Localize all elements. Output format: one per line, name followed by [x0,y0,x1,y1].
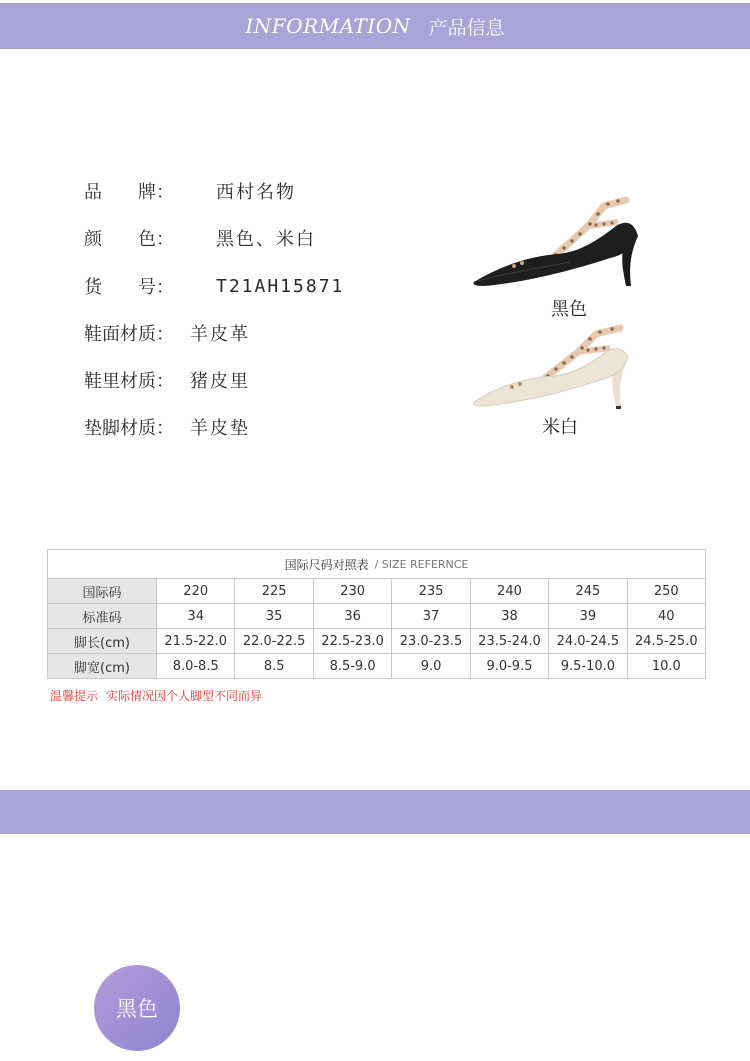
info-value: T21AH15871 [216,275,345,297]
info-label: 货 号： [84,277,174,298]
info-row-lining-material [84,367,250,393]
black-shoe-caption: 黑色 [551,299,587,320]
table-cell: 24.5-25.0 [627,629,705,654]
info-value: 羊皮垫 [190,418,250,439]
header-title-en: INFORMATION [245,14,411,38]
tip-label: 温馨提示 [50,689,99,703]
table-cell: 39 [549,604,627,629]
info-label: 颜 色： [84,229,174,250]
table-cell: 10.0 [627,654,705,679]
table-cell: 9.5-10.0 [549,654,627,679]
size-table-subtitle: / SIZE REFERNCE [374,557,469,571]
info-row-color [84,225,316,251]
table-cell: 245 [549,579,627,604]
info-value: 西村名物 [216,182,296,203]
info-row-item-number [84,273,344,299]
info-label: 鞋里材质： [84,371,174,392]
info-value: 羊皮革 [190,324,250,345]
table-cell: 38 [470,604,548,629]
table-cell: 220 [157,579,235,604]
info-label: 鞋面材质： [84,324,174,345]
white-shoe-caption: 米白 [542,417,578,438]
table-cell: 24.0-24.5 [549,629,627,654]
table-cell: 40 [627,604,705,629]
size-table-title: 国际尺码对照表 [284,557,369,572]
color-badge [94,965,180,1051]
table-row-header: 国际码 [48,579,157,604]
info-row-brand [84,178,296,204]
table-row-header: 脚长(cm) [48,629,157,654]
table-cell: 37 [392,604,470,629]
header-banner [0,3,750,49]
table-cell: 240 [470,579,548,604]
table-cell: 9.0-9.5 [470,654,548,679]
white-shoe-image [470,322,650,412]
table-cell: 9.0 [392,654,470,679]
table-cell: 22.0-22.5 [235,629,313,654]
table-row [48,654,705,679]
table-cell: 230 [313,579,391,604]
table-cell: 34 [157,604,235,629]
info-value: 黑色、米白 [216,229,316,250]
table-cell: 235 [392,579,470,604]
table-row [48,579,705,604]
info-value: 猪皮里 [190,371,250,392]
table-cell: 8.5-9.0 [313,654,391,679]
info-row-insole-material [84,414,250,440]
table-cell: 225 [235,579,313,604]
table-row-header: 标准码 [48,604,157,629]
tip-text: 实际情况因个人脚型不同而异 [106,689,263,703]
table-cell: 21.5-22.0 [157,629,235,654]
table-cell: 8.0-8.5 [157,654,235,679]
table-cell: 8.5 [235,654,313,679]
table-cell: 250 [627,579,705,604]
section-banner [0,790,750,834]
header-title-cn: 产品信息 [428,16,505,39]
info-label: 垫脚材质： [84,418,174,439]
table-cell: 23.5-24.0 [470,629,548,654]
table-row [48,604,705,629]
info-label: 品 牌： [84,182,174,203]
info-row-upper-material [84,320,250,346]
table-cell: 22.5-23.0 [313,629,391,654]
black-shoe-image [470,196,650,288]
color-badge-label: 黑色 [116,997,158,1021]
size-tip [50,687,262,704]
size-table [47,549,706,679]
size-table-title-bar [48,550,705,579]
table-row-header: 脚宽(cm) [48,654,157,679]
table-cell: 23.0-23.5 [392,629,470,654]
table-row [48,629,705,654]
table-cell: 35 [235,604,313,629]
size-table-grid [48,579,705,678]
table-cell: 36 [313,604,391,629]
